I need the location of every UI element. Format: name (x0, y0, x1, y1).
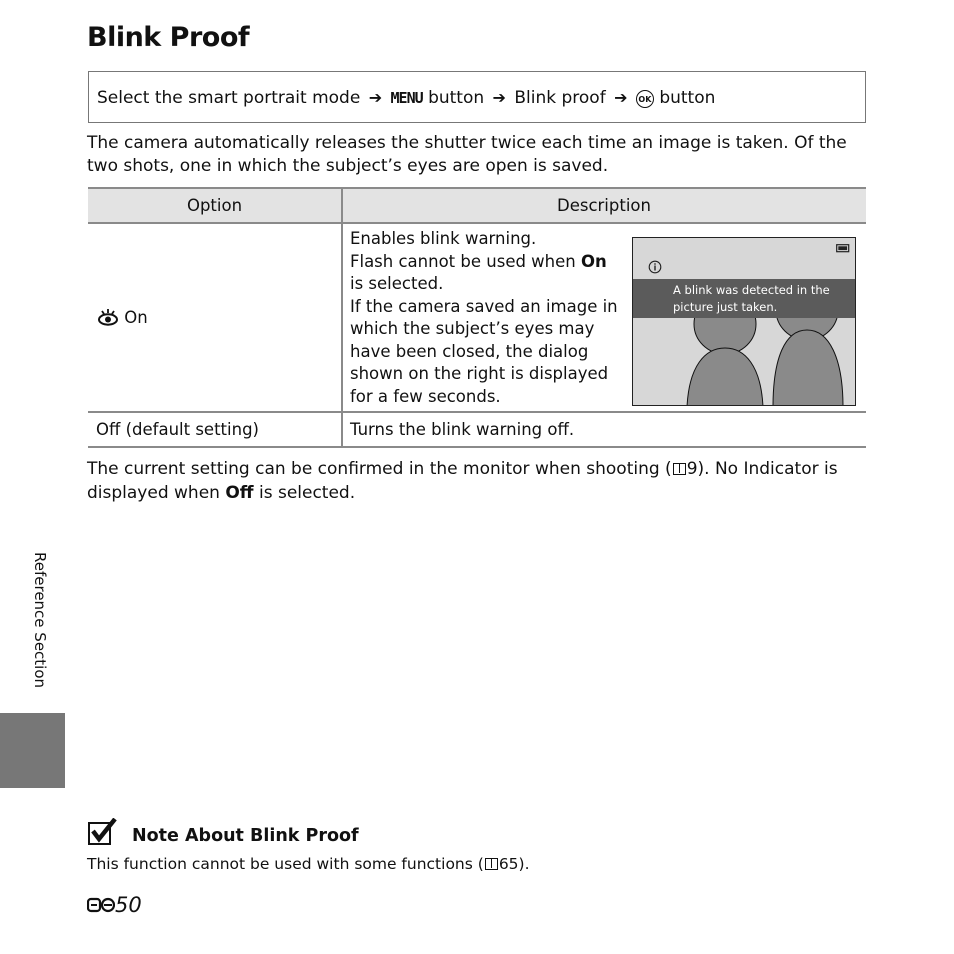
side-section-label: Reference Section (31, 552, 49, 689)
path-step-blink-proof: Blink proof (514, 88, 606, 108)
intro-paragraph: The camera automatically releases the shutter twice each time an image is taken. Of the two shots, one in which the subject’s eyes are open is saved. (87, 133, 847, 176)
ok-button-icon: OK (636, 90, 654, 108)
table-top-rule (88, 187, 866, 189)
camera-screen-illustration (632, 237, 856, 406)
option-on-description (350, 228, 618, 408)
arrow-icon: ➔ (614, 88, 628, 107)
option-off-label: Off (default setting) (96, 420, 259, 439)
page-number: 50 (87, 893, 142, 917)
table-row-rule (88, 411, 866, 413)
desc-line-2: Flash cannot be used when On is selected. (350, 251, 607, 293)
book-reference-icon (485, 858, 498, 870)
path-step-button: button (428, 88, 485, 108)
table-header-option: Option (186, 196, 243, 215)
option-on (97, 308, 148, 327)
navigation-path-box (88, 71, 866, 123)
table-column-divider (341, 188, 343, 447)
arrow-icon: ➔ (492, 88, 506, 107)
arrow-icon: ➔ (368, 88, 383, 107)
path-step-ok-button: button (659, 88, 716, 108)
table-bottom-rule (88, 446, 866, 448)
desc-line-1: Enables blink warning. (350, 229, 537, 248)
table-header-description: Description (557, 196, 651, 215)
table-header-rule (88, 222, 866, 224)
note-text: This function cannot be used with some functions ( 65). (87, 855, 530, 873)
portrait-silhouettes (633, 238, 856, 406)
option-off-description: Turns the blink warning off. (350, 420, 575, 439)
note-title: Note About Blink Proof (132, 826, 359, 846)
book-reference-icon (673, 463, 686, 475)
reference-section-icon (87, 897, 115, 913)
blink-proof-icon (97, 308, 119, 326)
option-on-label: On (124, 308, 148, 327)
current-setting-paragraph: The current setting can be confirmed in the monitor when shooting ( 9). No Indicator is displayed when Off is selected. (87, 459, 838, 503)
path-step-mode: Select the smart portrait mode (97, 88, 361, 108)
note-check-icon (88, 818, 118, 846)
menu-button-icon: MENU (390, 89, 423, 107)
section-tab (0, 713, 65, 788)
desc-line-3: If the camera saved an image in which the subject’s eyes may have been closed, the dialog shown on the right is displayed for a few seconds. (350, 296, 618, 406)
blink-warning-message: A blink was detected in the picture just taken. (633, 279, 856, 318)
page-title: Blink Proof (87, 22, 250, 53)
